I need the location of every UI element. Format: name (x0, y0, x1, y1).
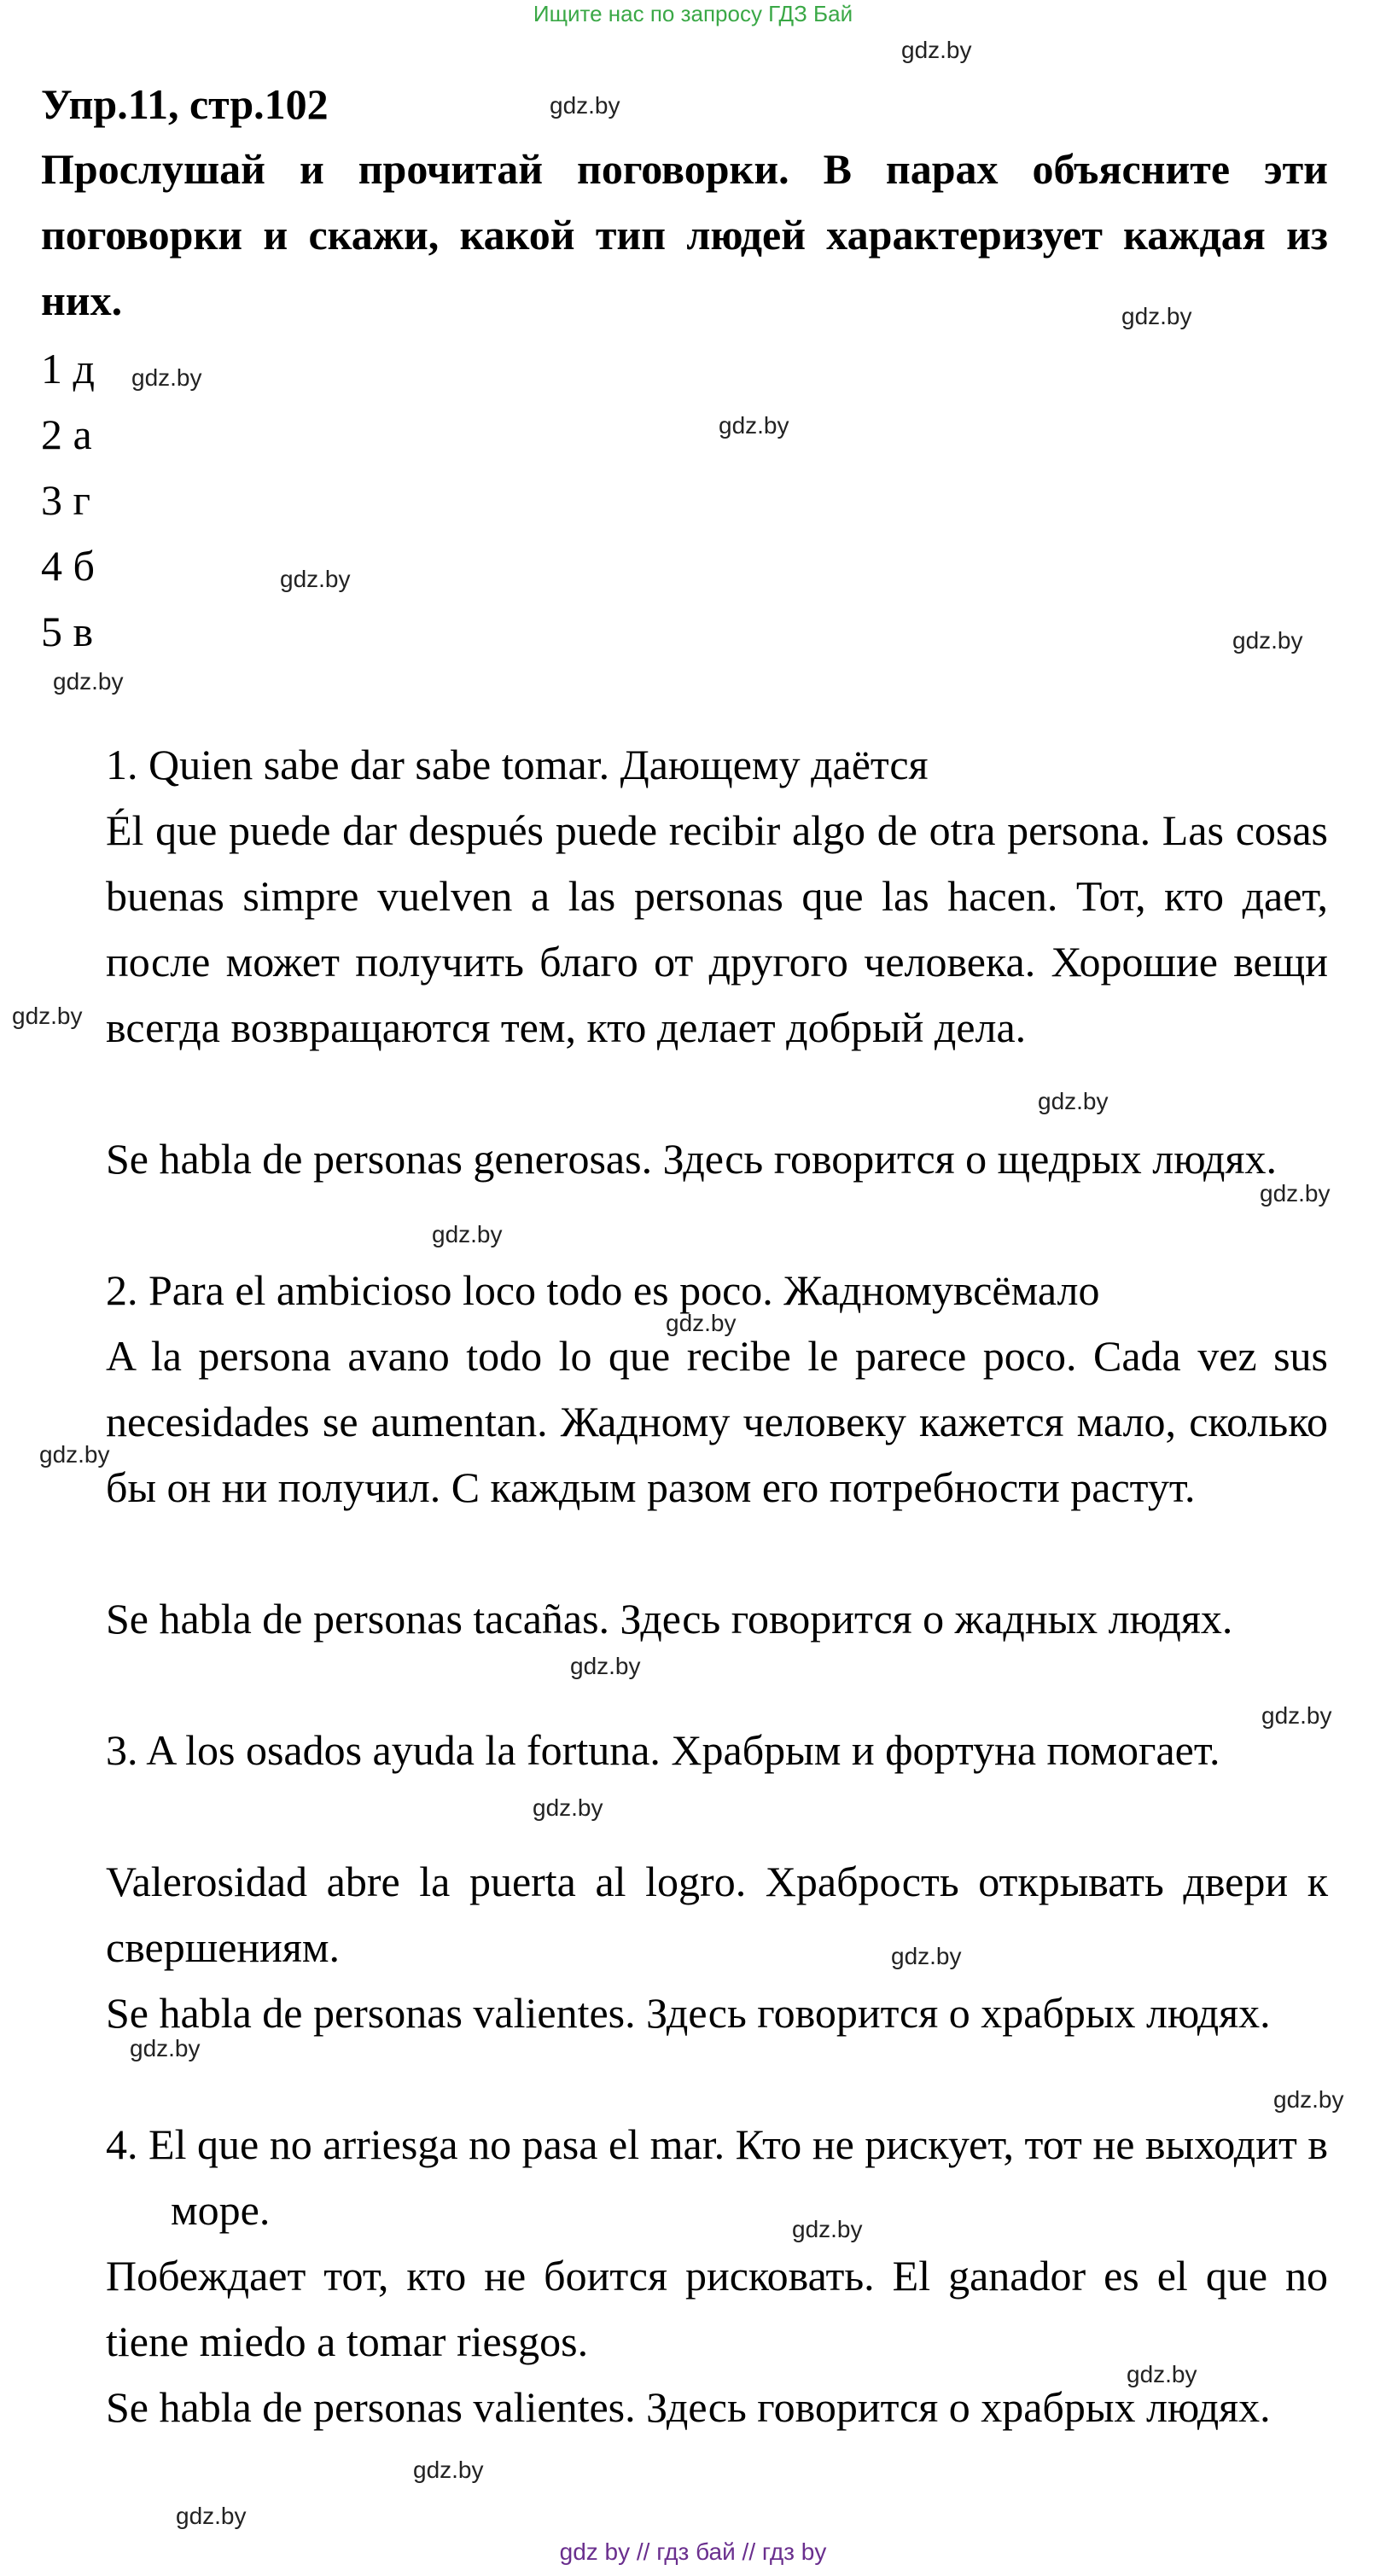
watermark: gdz.by (1121, 303, 1192, 329)
watermark: gdz.by (1038, 1088, 1109, 1114)
watermark: gdz.by (570, 1653, 641, 1679)
saying-2-heading: 2. Para el ambicioso loco todo es poco. Жадномувсёмало (106, 1266, 1100, 1314)
watermark: gdz.by (130, 2035, 201, 2061)
saying-2-type: Se habla de personas tacañas. Здесь говорится о жадных людях. (106, 1595, 1233, 1643)
watermark: gdz.by (1261, 1702, 1332, 1729)
watermark: gdz.by (413, 2457, 484, 2483)
saying-4-explanation: Побеждает тот, кто не боится рисковать. El ganador es el que no tiene miedo a tomar riesgos. (106, 2252, 1328, 2365)
footer-links[interactable]: gdz by // гдз бай // гдз by (559, 2538, 827, 2565)
watermark: gdz.by (901, 37, 972, 63)
watermark: gdz.by (432, 1221, 503, 1247)
answer-2: 2 а (41, 410, 92, 458)
saying-3-heading: 3. A los osados ayuda la fortuna. Храбрым и фортуна помогает. (106, 1726, 1220, 1774)
exercise-title: Упр.11, стр.102 (41, 80, 329, 128)
saying-1-type: Se habla de personas generosas. Здесь говорится о щедрых людях. (106, 1135, 1277, 1183)
watermark: gdz.by (533, 1794, 603, 1821)
watermark: gdz.by (280, 566, 351, 592)
watermark: gdz.by (12, 1003, 83, 1029)
saying-2-explanation: A la persona avano todo lo que recibe le parece poco. Cada vez sus necesidades se aumentan. Жадному человеку кажется мало, сколько бы он ни получил. С каждым разом его потребности растут. (106, 1332, 1328, 1511)
top-banner[interactable]: Ищите нас по запросу ГДЗ Бай (533, 1, 853, 26)
saying-4-heading: 4. El que no arriesga no pasa el mar. Кто не рискует, тот не выходит в море. (106, 2120, 1328, 2234)
answer-1: 1 д (41, 345, 95, 393)
watermark: gdz.by (1260, 1180, 1331, 1207)
saying-3-explanation: Valerosidad abre la puerta al logro. Храбрость открывать двери к свершениям. (106, 1858, 1328, 1971)
watermark: gdz.by (176, 2503, 247, 2529)
watermark: gdz.by (131, 364, 202, 391)
answer-4: 4 б (41, 542, 95, 590)
watermark: gdz.by (666, 1310, 737, 1336)
watermark: gdz.by (792, 2216, 863, 2242)
watermark: gdz.by (39, 1441, 110, 1468)
saying-1-heading: 1. Quien sabe dar sabe tomar. Дающему даётся (106, 741, 929, 788)
watermark: gdz.by (891, 1943, 962, 1969)
watermark: gdz.by (1232, 627, 1303, 654)
watermark: gdz.by (550, 92, 620, 119)
answer-5: 5 в (41, 608, 94, 655)
watermark: gdz.by (1273, 2086, 1344, 2113)
saying-1-explanation: Él que puede dar después puede recibir algo de otra persona. Las cosas buenas simpre vuelven a las personas que las hacen. Тот, кто дает, после может получить благо от другого человека. Хорошие вещи всегда возвращаются тем, кто делает добрый дела. (106, 806, 1328, 1051)
answer-3: 3 г (41, 476, 91, 524)
watermark: gdz.by (53, 668, 124, 695)
watermark: gdz.by (719, 412, 789, 439)
watermark: gdz.by (1127, 2361, 1197, 2387)
saying-3-type: Se habla de personas valientes. Здесь говорится о храбрых людях. (106, 1989, 1271, 2037)
saying-4-type: Se habla de personas valientes. Здесь говорится о храбрых людях. (106, 2383, 1271, 2431)
exercise-instruction: Прослушай и прочитай поговорки. В парах объясните эти поговорки и скажи, какой тип людей характеризует каждая из них. (41, 145, 1328, 324)
